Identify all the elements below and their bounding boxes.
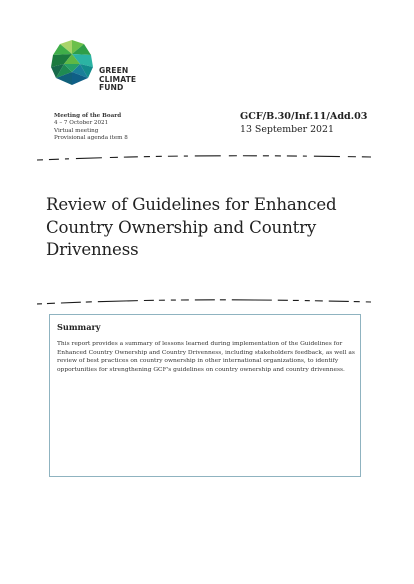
document-date: 13 September 2021	[240, 124, 334, 135]
meeting-agenda: Provisional agenda item 8	[54, 135, 128, 142]
page-title: Review of Guidelines for Enhanced Country Ownership and Country Drivenness	[46, 195, 337, 259]
meeting-venue: Virtual meeting	[54, 127, 99, 134]
summary-box	[49, 314, 361, 477]
gcf-wordmark	[99, 67, 136, 93]
gcf-logo-icon	[50, 38, 94, 86]
top-divider	[37, 152, 371, 162]
summary-text: This report provides a summary of lessons learned during implementation of the Guidelines for Enhanced Country Ownership and Country Drivenness, including stakeholders feedback, as well as review of best practices on country ownership in other international organizations, to identify opportunities for strengthening GCF's guidelines on country ownership and country drivenness.	[57, 341, 355, 373]
meeting-dates: 4 – 7 October 2021	[54, 120, 109, 127]
wordmark-line-climate: CLIMATE	[99, 74, 137, 84]
meeting-info	[54, 113, 128, 143]
document-reference	[240, 110, 367, 136]
summary-heading: Summary	[57, 322, 101, 332]
wordmark-line-green: GREEN	[99, 66, 129, 75]
bottom-divider	[37, 296, 371, 306]
wordmark-line-fund: FUND	[99, 83, 124, 93]
meeting-title: Meeting of the Board	[54, 113, 122, 119]
document-code: GCF/B.30/Inf.11/Add.03	[240, 111, 368, 122]
